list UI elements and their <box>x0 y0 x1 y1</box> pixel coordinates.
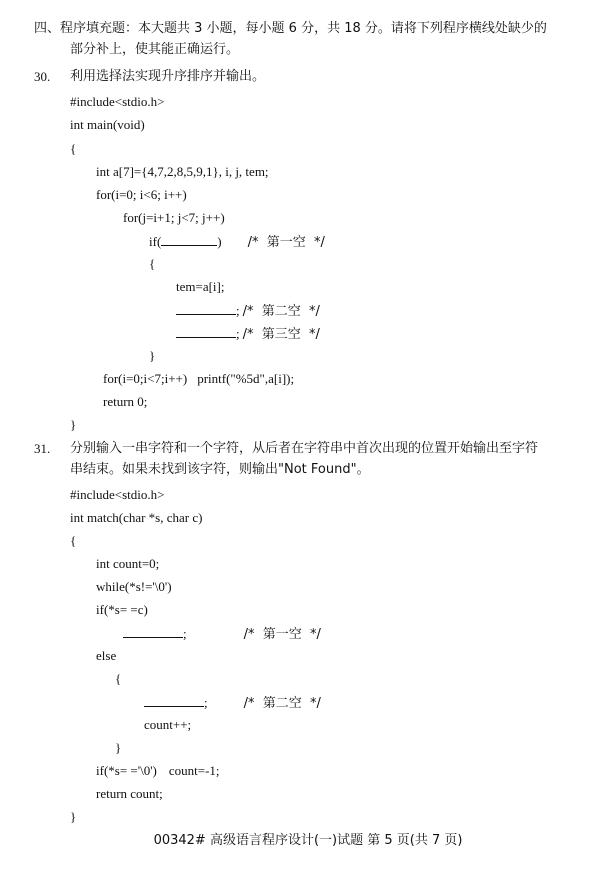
q31-prompt-continued: 串结束。如果未找到该字符，则输出"Not Found"。 <box>70 462 370 477</box>
q31-blank-2[interactable] <box>144 694 204 707</box>
q30-blank-1[interactable] <box>161 233 217 246</box>
q31-code-match: int match(char *s, char c) <box>70 510 203 525</box>
q30-number: 30. <box>34 69 51 84</box>
q30-prompt: 利用选择法实现升序排序并输出。 <box>70 69 266 84</box>
q31-code-if: if(*s= =c) <box>96 602 148 617</box>
q31-comment-1: /* 第一空 */ <box>243 627 321 642</box>
q31-code-count-inc: count++; <box>144 717 192 732</box>
q30-code-close-brace: } <box>70 417 77 432</box>
q30-blank-2[interactable] <box>176 302 236 315</box>
q30-code-inner-for: for(j=i+1; j<7; j++) <box>123 210 225 225</box>
q30-code-blank2-line <box>176 302 320 320</box>
q30-comment-3: /* 第三空 */ <box>242 327 320 342</box>
q31-code-if-end <box>96 763 220 779</box>
q30-code-tem-assign: tem=a[i]; <box>176 279 225 294</box>
q30-semicolon-3: ; <box>236 326 240 341</box>
q31-code-else-close: } <box>115 740 122 755</box>
q30-if-close: ) <box>217 234 222 249</box>
q30-comment-1: /* 第一空 */ <box>247 235 325 250</box>
q30-print-for: for(i=0;i<7;i++) <box>103 371 188 386</box>
q31-number: 31. <box>34 441 51 456</box>
section-heading-continued: 部分补上，使其能正确运行。 <box>70 42 240 57</box>
q31-blank-1[interactable] <box>123 625 183 638</box>
q31-code-return: return count; <box>96 786 163 801</box>
q30-code-outer-for: for(i=0; i<6; i++) <box>96 187 187 202</box>
page-footer: 00342# 高级语言程序设计(一)试题 第 5 页(共 7 页) <box>153 833 463 848</box>
q31-code-blank2-line <box>144 694 321 712</box>
q31-comment-2: /* 第二空 */ <box>243 696 321 711</box>
q30-if-keyword: if( <box>149 234 162 249</box>
q30-code-decl: int a[7]={4,7,2,8,5,9,1}, i, j, tem; <box>96 164 269 179</box>
q31-if-end-cond: if(*s= ='\0') <box>96 763 157 778</box>
q31-code-open-brace: { <box>70 533 77 548</box>
q30-code-print-loop <box>103 371 294 387</box>
q31-code-include: #include<stdio.h> <box>70 487 165 502</box>
q31-code-blank1-line <box>123 625 321 643</box>
q31-code-count-decl: int count=0; <box>96 556 160 571</box>
q31-code-close-brace: } <box>70 809 77 824</box>
section-heading: 四、程序填充题：本大题共 3 小题，每小题 6 分，共 18 分。请将下列程序横线处缺少的 <box>34 21 547 36</box>
q30-code-inner-close: } <box>149 348 156 363</box>
q31-semicolon-2: ; <box>204 695 208 710</box>
q30-code-blank3-line <box>176 325 320 343</box>
q31-prompt: 分别输入一串字符和一个字符，从后者在字符串中首次出现的位置开始输出至字符 <box>70 441 539 456</box>
q31-count-neg: count=-1; <box>168 763 220 778</box>
q30-code-inner-open: { <box>149 256 156 271</box>
q30-code-open-brace: { <box>70 141 77 156</box>
q31-code-else-open: { <box>115 671 122 686</box>
q31-semicolon-1: ; <box>183 626 187 641</box>
q30-blank-3[interactable] <box>176 325 236 338</box>
q30-comment-2: /* 第二空 */ <box>242 304 320 319</box>
q30-code-include: #include<stdio.h> <box>70 94 165 109</box>
q30-code-if-line <box>149 233 325 251</box>
q30-code-main: int main(void) <box>70 117 145 132</box>
q30-printf: printf("%5d",a[i]); <box>197 371 295 386</box>
q31-code-while: while(*s!='\0') <box>96 579 172 594</box>
q31-code-else: else <box>96 648 117 663</box>
q30-semicolon-2: ; <box>236 303 240 318</box>
q30-code-return: return 0; <box>103 394 148 409</box>
